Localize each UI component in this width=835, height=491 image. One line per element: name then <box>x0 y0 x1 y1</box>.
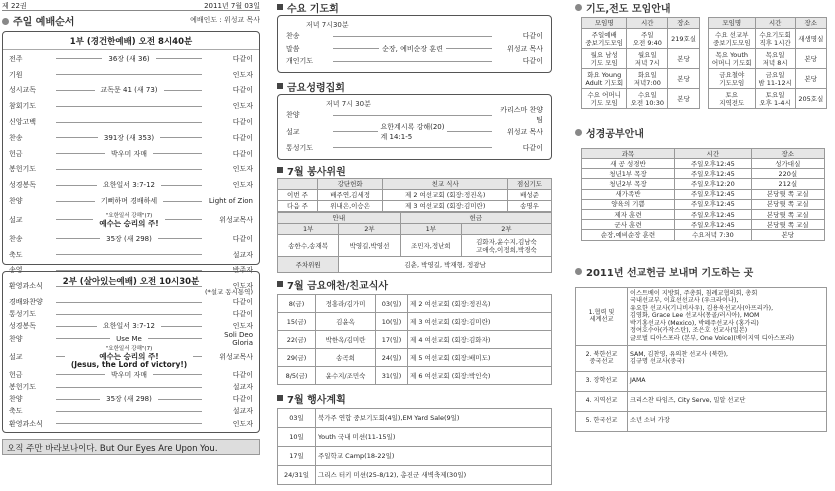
table-cell: 새가족반 <box>582 189 675 199</box>
row-label: 환영과소식 <box>9 282 43 291</box>
row-content: 36장 (새 36) <box>108 54 150 63</box>
order-row <box>9 83 253 99</box>
col-meal: 친교 식사 <box>383 179 508 190</box>
fri-box <box>277 94 552 160</box>
order-row <box>9 405 253 417</box>
row-person: 위성교 목사 <box>506 44 543 53</box>
table-cell: 화요 Young Adult 기도회 <box>582 69 627 89</box>
row-person: 위성교 목사 <box>506 127 543 136</box>
table-cell: 17일 <box>278 447 316 466</box>
row-person: 인도자 <box>232 419 253 428</box>
table-cell: 본당뒷 쪽 교실 <box>751 199 824 209</box>
row-person: 다같이 <box>232 54 253 63</box>
table-cell: 주일학교 Camp(18-22일) <box>316 447 552 466</box>
order-row <box>9 345 253 369</box>
square-icon <box>277 395 283 401</box>
table-cell: 월요일 저녁 7시 <box>627 49 668 69</box>
table-cell: 주일 오전 9:40 <box>627 29 668 49</box>
column-header: 과목 <box>582 149 675 159</box>
square-icon <box>277 4 283 10</box>
column-header: 모임명 <box>709 18 756 29</box>
order-row <box>9 296 253 308</box>
interpretation-note: (*설교 동시통역) <box>204 288 253 296</box>
row-person: 반주자 <box>232 266 253 275</box>
table-row <box>576 287 827 345</box>
table-row <box>278 295 552 313</box>
row-label: 봉헌기도 <box>9 165 37 174</box>
table-cell: SAM, 김찬영, 유의찬 선교사 (북한), 김규명 선교사(중국) <box>628 345 827 371</box>
row-content: 요한계시록 강해(20) <box>380 122 445 131</box>
table-cell: 03(일) <box>376 295 408 313</box>
service-staff-title: 7월 봉사위원 <box>277 163 552 177</box>
table-row <box>582 189 825 199</box>
table-row: 이번 주 배주연,김세정 제 2 여선교회 (회장:정진옥) 배성준 <box>278 190 552 201</box>
row-person: 위성교목사 <box>219 215 253 224</box>
table-cell: 화요일 저녁7:00 <box>627 69 668 89</box>
row-person: 인도자 <box>232 102 253 111</box>
table-cell: 양육의 기쁨 <box>582 199 675 209</box>
column-header: 장소 <box>795 18 826 29</box>
table-cell: 본당 <box>751 230 824 240</box>
table-cell: 월요 남성 기도 모임 <box>582 49 627 69</box>
row-person: 위성교목사 <box>219 352 253 361</box>
row-content: 박우미 자매 <box>110 370 148 379</box>
table-cell: 본당뒷 쪽 교실 <box>751 209 824 219</box>
row-label: 통성기도 <box>286 143 314 152</box>
missions-title: 2011년 선교헌금 보내며 기도하는 곳 <box>575 265 833 279</box>
row-label: 찬양 <box>9 197 23 206</box>
fellowship-title: 7월 금요애찬/친교식사 <box>277 277 552 291</box>
table-row <box>582 29 700 49</box>
table-row <box>576 371 827 391</box>
table-cell: 주일오후12:45 <box>675 169 752 179</box>
row-person: 다같이 <box>232 395 253 404</box>
table-cell: 수요기도회 직후 1시간 <box>755 29 795 49</box>
service-1-title: 1부 (경건한예배) 오전 8시40분 <box>69 37 193 47</box>
table-cell: 청년2부 목장 <box>582 179 675 189</box>
row-label: 헌금 <box>9 149 23 158</box>
table-row <box>576 411 827 431</box>
bullet-icon <box>575 129 582 136</box>
row-person: 다같이 <box>232 234 253 243</box>
table-cell: 이스트베이 지방회, 주총회, 침례교협의회, 총회 국내선교부, 이효선선교사 (우크라이나), 유요한 선교사(기니비사우), 김용욱선교사(아프리카), 김영화, Grace Lee 선교사(몽골/러시아), MOM 박기홍선교사 (Mexico), 박혜주선교사 (홍가리) 정여호수아(카작스탄), 조은호 선교사(일본) 글로벌 디아스포라 (본부, One Voice)(베이지역 디아스포라) <box>628 287 827 345</box>
row-person: Soli Deo Gloria <box>224 330 253 347</box>
order-row <box>9 130 253 146</box>
table-cell: 군사 훈련 <box>582 220 675 230</box>
table-cell: 금요일 밤 11-12시 <box>755 69 795 89</box>
order-row <box>9 177 253 193</box>
row-person: 설교자 <box>232 407 253 416</box>
table-row <box>582 49 700 69</box>
order-row <box>9 381 253 393</box>
table-cell: 31(일) <box>376 367 408 385</box>
table-cell: 정홍라/김가미 <box>316 295 376 313</box>
order-row <box>9 330 253 347</box>
square-icon <box>277 167 283 173</box>
bullet-icon <box>2 18 9 25</box>
table-cell: 목요 Youth 어머니 기도회 <box>709 49 756 69</box>
prayer-title: 기도,전도 모임안내 <box>575 0 833 14</box>
order-row <box>9 98 253 114</box>
table-row <box>278 367 552 385</box>
prayer-table-left <box>581 17 700 109</box>
table-cell: 본당 <box>668 49 700 69</box>
table-cell: 금요철야 기도모임 <box>709 69 756 89</box>
table-cell: 본당뒷 쪽 교실 <box>751 220 824 230</box>
table-cell: 그리스 터키 미션(25-8/12), 총진군 새벽축제(30일) <box>316 466 552 485</box>
order-row <box>9 308 253 320</box>
row-label: 전주 <box>9 54 23 63</box>
row-label: 신앙고백 <box>9 118 37 127</box>
column-header: 모임명 <box>582 18 627 29</box>
order-row <box>9 418 253 430</box>
table-cell: 10일 <box>278 428 316 447</box>
order-row <box>9 162 253 178</box>
table-cell: 제 5 여선교회 (회장:배미도) <box>408 349 552 367</box>
order-row <box>9 146 253 162</box>
row-person: 다같이 <box>232 370 253 379</box>
prayer-tables <box>575 17 833 109</box>
table-cell: 주일오후12:45 <box>675 189 752 199</box>
table-cell: 제자 훈련 <box>582 209 675 219</box>
row-label: 참회기도 <box>9 102 37 111</box>
table-cell: 박한옥/김미란 <box>316 331 376 349</box>
table-row <box>576 345 827 371</box>
table-row <box>582 159 825 169</box>
col-prayer: 점심기도 <box>508 179 552 190</box>
order-title: 주일 예배순서 예배인도 : 위성교 목사 <box>2 13 260 27</box>
row-label: 찬송 <box>9 234 23 243</box>
table-cell: 본당 <box>668 89 700 109</box>
column-header: 시간 <box>755 18 795 29</box>
table-row <box>582 220 825 230</box>
usher-table: 안내 헌금 1부 2부 1부 2부 송한수,송재복 박영길,박영선 조민자,정난희 김화자,윤수지,김남숙 고애숙,이정희,박경숙 주차위원 김춘, 박영길, 박재형, 정광남 <box>277 212 552 273</box>
row-content: Use Me <box>116 334 142 343</box>
table-cell: 24/31일 <box>278 466 316 485</box>
fri-time: 저녁 7시 30분 <box>326 100 371 108</box>
table-cell: 제 3 여선교회 (회장:김미란) <box>408 313 552 331</box>
row-label: 성경봉독 <box>9 181 37 190</box>
row-person: 다같이 <box>522 32 543 41</box>
table-cell: 주일예배 중보기도모임 <box>582 29 627 49</box>
table-cell: 29(금) <box>278 349 316 367</box>
row-label: 성경봉독 <box>9 322 37 331</box>
row-content: 교독문 41 (새 73) <box>100 86 158 95</box>
table-row <box>582 69 700 89</box>
row-content: 391장 (새 353) <box>103 133 155 142</box>
table-cell: 주일오후12:45 <box>675 209 752 219</box>
order-row <box>9 369 253 381</box>
sermon-title: 예수는 승리의 주! <box>99 218 159 228</box>
table-cell: 10(일) <box>376 313 408 331</box>
table-cell: 주일오후12:45 <box>675 220 752 230</box>
table-cell: 소년 소녀 가장 <box>628 411 827 431</box>
row-person: 인도자 <box>232 322 253 331</box>
square-icon <box>277 83 283 89</box>
sermon-series: "요한일서 강해"(7) <box>105 345 153 352</box>
row-content: 박우미 자매 <box>110 149 148 158</box>
sermon-title: 예수는 승리의 주! <box>99 351 159 361</box>
table-cell: 15(금) <box>278 313 316 331</box>
row-person: 설교자 <box>232 250 253 259</box>
table-cell: 순장,예비순장 훈련 <box>582 230 675 240</box>
table-cell: 17(일) <box>376 331 408 349</box>
wed-box <box>277 15 552 73</box>
order-row <box>9 209 253 231</box>
row-label: 찬송 <box>286 32 300 41</box>
table-cell: 220실 <box>751 169 824 179</box>
missions-table <box>575 287 827 432</box>
order-row <box>9 193 253 209</box>
col-altar: 강단헌화 <box>318 179 383 190</box>
study-title: 성경공부안내 <box>575 125 833 139</box>
table-row <box>278 349 552 367</box>
row-person: 다같이 <box>232 310 253 319</box>
row-content: 35장 (새 298) <box>106 395 152 404</box>
row-label: 기원 <box>9 70 23 79</box>
order-row <box>9 67 253 83</box>
service-2-rows <box>9 296 253 430</box>
order-row <box>9 247 253 263</box>
table-row <box>582 169 825 179</box>
table-row <box>709 49 827 69</box>
square-icon <box>277 281 283 287</box>
order-row <box>286 142 543 155</box>
table-cell: 목요일 저녁 8시 <box>755 49 795 69</box>
table-cell: 8/5(금) <box>278 367 316 385</box>
table-row <box>709 69 827 89</box>
table-cell: 수요 선교부 중보기도모임 <box>709 29 756 49</box>
row-label: 설교 <box>286 127 300 136</box>
table-cell: 윤수지/조민숙 <box>316 367 376 385</box>
table-cell: 219호실 <box>668 29 700 49</box>
table-cell: 제 6 여선교회 (회장:박인숙) <box>408 367 552 385</box>
row-label: 찬양 <box>9 395 23 404</box>
table-cell: 주일오후12:20 <box>675 179 752 189</box>
table-row <box>582 199 825 209</box>
row-person: Light of Zion <box>208 197 253 206</box>
table-row <box>278 447 552 466</box>
table-cell: 본당뒷 쪽 교실 <box>751 189 824 199</box>
table-row <box>709 89 827 109</box>
row-person: 인도자 <box>232 181 253 190</box>
row-person: 다같이 <box>232 133 253 142</box>
order-row <box>9 51 253 67</box>
service-2-box <box>2 271 260 433</box>
table-cell: 본당 <box>795 49 826 69</box>
row-person: 다같이 <box>232 149 253 158</box>
row-content: 요한일서 3:7-12 <box>103 181 155 190</box>
row-label: 환영과소식 <box>9 419 43 428</box>
row-label: 봉헌기도 <box>9 383 37 392</box>
table-cell: 새생명실 <box>795 29 826 49</box>
table-row <box>582 209 825 219</box>
row-label: 개인기도 <box>286 57 314 66</box>
events-table <box>277 408 552 485</box>
table-cell: 크리스찬 타임즈, City Serve, 밀알 선교단 <box>628 391 827 411</box>
row-person: 카리스마 찬양팀 <box>500 106 543 125</box>
row-label: 경배와찬양 <box>9 298 43 307</box>
motto-bar: 오직 주만 바라보나이다. But Our Eyes Are Upon You. <box>2 439 260 455</box>
table-row: 다음 주 위내은,이승은 제 3 여선교회 (회장:김미란) 송명우 <box>278 201 552 212</box>
row-label: 찬양 <box>286 111 300 120</box>
column-right <box>575 0 833 432</box>
table-cell: 김윤옥 <box>316 313 376 331</box>
row-label: 통성기도 <box>9 310 37 319</box>
table-row <box>278 313 552 331</box>
service-1-rows <box>9 51 253 294</box>
table-cell: 2. 북한선교 중국선교 <box>576 345 628 371</box>
order-row <box>286 55 543 68</box>
table-cell: 4. 지역선교 <box>576 391 628 411</box>
column-middle <box>277 0 552 485</box>
parking-row: 주차위원 김춘, 박영길, 박재형, 정광남 <box>278 257 552 273</box>
row-label: 송영 <box>9 266 23 275</box>
row-label: 헌금 <box>9 370 23 379</box>
fellowship-table <box>277 294 552 385</box>
table-row <box>278 428 552 447</box>
order-row <box>286 106 543 125</box>
row-content-2: 계 14:1-5 <box>380 132 413 141</box>
table-cell: 5. 한국선교 <box>576 411 628 431</box>
order-row <box>9 231 253 247</box>
table-cell: 토요 지역전도 <box>709 89 756 109</box>
order-row <box>9 393 253 405</box>
sermon-title-en: (Jesus, the Lord of victory!) <box>70 359 188 369</box>
service-2-title: 2부 (살아있는예배) 오전 10시30분 <box>62 277 200 287</box>
row-content: 기뻐하며 경배하세 <box>100 197 158 206</box>
table-cell: 수요일 오전 10:30 <box>627 89 668 109</box>
row-person: 설교자 <box>232 383 253 392</box>
order-row <box>286 30 543 43</box>
table-cell: 본당 <box>668 69 700 89</box>
row-person: 다같이 <box>522 143 543 152</box>
table-cell: 청년1부 목장 <box>582 169 675 179</box>
row-label: 성시교독 <box>9 86 37 95</box>
table-row <box>576 391 827 411</box>
row-person: 인도자 <box>232 282 253 291</box>
service-staff-table <box>277 178 552 212</box>
row-person: 다같이 <box>232 86 253 95</box>
table-cell: 3. 장학선교 <box>576 371 628 391</box>
table-cell: 북가주 연합 중보기도회(4일),EM Yard Sale(9일) <box>316 409 552 428</box>
table-cell: Youth 국내 미션(11-15일) <box>316 428 552 447</box>
column-header: 시간 <box>627 18 668 29</box>
table-row <box>582 230 825 240</box>
wed-time: 저녁 7시30분 <box>306 21 349 29</box>
table-cell: 제 2 여선교회 (회장:정진옥) <box>408 295 552 313</box>
column-header: 장소 <box>668 18 700 29</box>
events-title: 7월 행사계획 <box>277 391 552 405</box>
fri-title: 금요성령집회 <box>277 79 552 93</box>
row-label: 설교 <box>9 352 23 361</box>
row-label: 찬양 <box>9 334 23 343</box>
issue-date: 2011년 7월 03일 <box>204 2 260 10</box>
bullet-icon <box>575 4 582 11</box>
page-header <box>2 0 260 11</box>
table-cell: JAMA <box>628 371 827 391</box>
table-cell: 수요저녁 7:30 <box>675 230 752 240</box>
table-row <box>278 331 552 349</box>
table-cell: 주일오후12:45 <box>675 159 752 169</box>
study-table <box>581 148 825 241</box>
row-person: 인도자 <box>232 165 253 174</box>
row-label: 말씀 <box>286 44 300 53</box>
table-cell: 송곡희 <box>316 349 376 367</box>
table-cell: 22(금) <box>278 331 316 349</box>
sermon-series: "요한일서 강해"(7) <box>105 212 153 219</box>
table-row <box>278 409 552 428</box>
row-content: 요한일서 3:7-12 <box>103 322 155 331</box>
table-cell: 새 공 성경반 <box>582 159 675 169</box>
page-number: 제 22권 <box>2 2 27 10</box>
row-person: 다같이 <box>232 298 253 307</box>
table-row <box>582 179 825 189</box>
table-cell: 24(일) <box>376 349 408 367</box>
row-label: 축도 <box>9 250 23 259</box>
column-order <box>2 0 260 455</box>
order-leader: 예배인도 : 위성교 목사 <box>190 16 260 24</box>
row-content: 순장, 예비순장 훈련 <box>382 44 443 53</box>
table-cell: 토요일 오후 1-4시 <box>755 89 795 109</box>
prayer-table-right <box>708 17 827 109</box>
column-header: 장소 <box>751 149 824 159</box>
table-cell: 제 4 여선교회 (회장:김화자) <box>408 331 552 349</box>
row-label: 축도 <box>9 407 23 416</box>
order-row <box>286 43 543 56</box>
table-cell: 8(금) <box>278 295 316 313</box>
table-cell: 212실 <box>751 179 824 189</box>
table-cell: 주일오후12:45 <box>675 199 752 209</box>
table-row: 송한수,송재복 박영길,박영선 조민자,정난희 김화자,윤수지,김남숙 고애숙,이정희,박경숙 <box>278 235 552 257</box>
table-row <box>582 89 700 109</box>
table-cell: 성가대실 <box>751 159 824 169</box>
table-cell: 03일 <box>278 409 316 428</box>
row-person: 인도자 <box>232 70 253 79</box>
row-person: 다같이 <box>522 57 543 66</box>
table-cell: 본당 <box>795 69 826 89</box>
row-content: 35장 (새 298) <box>106 234 152 243</box>
order-row <box>9 114 253 130</box>
column-header: 시간 <box>675 149 752 159</box>
wed-title: 수요 기도회 <box>277 0 552 14</box>
table-row <box>709 29 827 49</box>
row-person: 다같이 <box>232 118 253 127</box>
row-label: 찬송 <box>9 133 23 142</box>
table-cell: 수요 어머니 기도 모임 <box>582 89 627 109</box>
row-label: 설교 <box>9 215 23 224</box>
table-row <box>278 466 552 485</box>
bullet-icon <box>575 268 582 275</box>
table-cell: 1.협력 및 세계선교 <box>576 287 628 345</box>
table-cell: 205호실 <box>795 89 826 109</box>
